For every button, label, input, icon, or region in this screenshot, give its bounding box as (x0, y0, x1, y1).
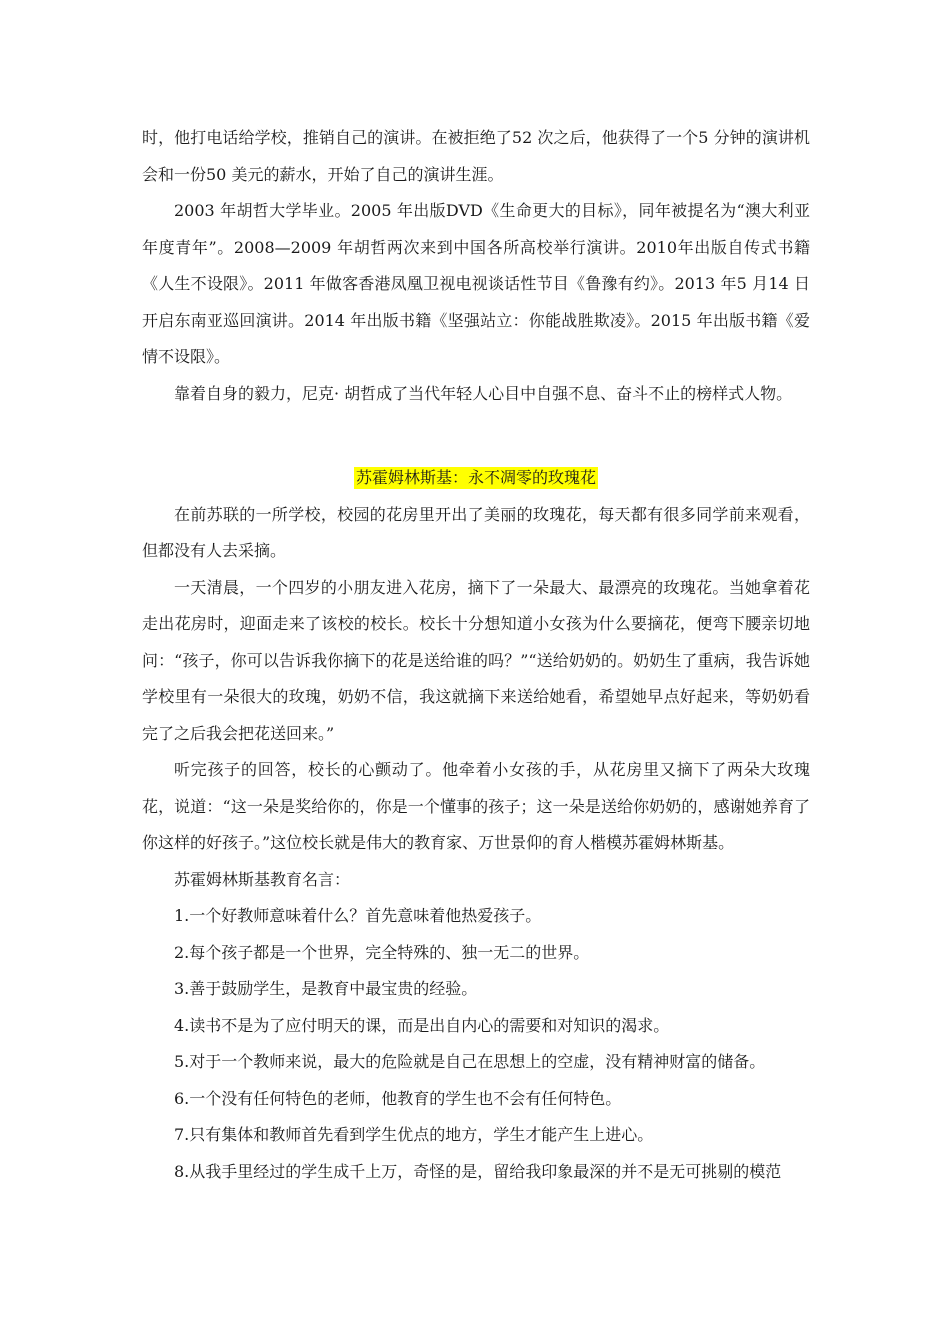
section-title: 苏霍姆林斯基：永不凋零的玫瑰花 (355, 468, 596, 487)
paragraph: 时，他打电话给学校，推销自己的演讲。在被拒绝了52 次之后，他获得了一个5 分钟的演讲机会和一份50 美元的薪水，开始了自己的演讲生涯。 (142, 128, 810, 184)
list-item: 6.一个没有任何特色的老师，他教育的学生也不会有任何特色。 (174, 1088, 622, 1108)
paragraph: 2003 年胡哲大学毕业。2005 年出版DVD《生命更大的目标》，同年被提名为“澳大利亚年度青年”。2008—2009 年胡哲两次来到中国各所高校举行演讲。2010年出版自传式书籍《人生不设限》。2011 年做客香港凤凰卫视电视谈话性节目《鲁豫有约》。2013 年5 月14 日开启东南亚巡回演讲。2014 年出版书籍《坚强站立：你能战胜欺凌》。2015 年出版书籍《爱情不设限》。 (142, 201, 810, 366)
section-title-container (142, 460, 810, 497)
list-item: 4.读书不是为了应付明天的课，而是出自内心的需要和对知识的渴求。 (174, 1015, 670, 1035)
paragraph: 在前苏联的一所学校，校园的花房里开出了美丽的玫瑰花，每天都有很多同学前来观看，但都没有人去采摘。 (142, 504, 810, 560)
list-item: 1.一个好教师意味着什么？首先意味着他热爱孩子。 (174, 906, 542, 925)
paragraph: 听完孩子的回答，校长的心颤动了。他牵着小女孩的手，从花房里又摘下了两朵大玫瑰花，说道：“这一朵是奖给你的，你是一个懂事的孩子；这一朵是送给你奶奶的，感谢她养育了你这样的好孩子。”这位校长就是伟大的教育家、万世景仰的育人楷模苏霍姆林斯基。 (142, 760, 810, 852)
paragraph: 靠着自身的毅力，尼克· 胡哲成了当代年轻人心目中自强不息、奋斗不止的榜样式人物。 (174, 383, 793, 403)
quotes-list (142, 898, 810, 1190)
list-item: 3.善于鼓励学生，是教育中最宝贵的经验。 (174, 979, 478, 998)
document-body (142, 120, 810, 1190)
list-item: 5.对于一个教师来说，最大的危险就是自己在思想上的空虚，没有精神财富的储备。 (174, 1052, 766, 1071)
list-item: 2.每个孩子都是一个世界，完全特殊的、独一无二的世界。 (174, 942, 590, 962)
quotes-heading: 苏霍姆林斯基教育名言： (174, 869, 351, 889)
list-item: 7.只有集体和教师首先看到学生优点的地方，学生才能产生上进心。 (174, 1125, 654, 1144)
paragraph: 一天清晨，一个四岁的小朋友进入花房，摘下了一朵最大、最漂亮的玫瑰花。当她拿着花走出花房时，迎面走来了该校的校长。校长十分想知道小女孩为什么要摘花，便弯下腰亲切地问：“孩子，你可以告诉我你摘下的花是送给谁的吗？”“送给奶奶的。奶奶生了重病，我告诉她学校里有一朵很大的玫瑰，奶奶不信，我这就摘下来送给她看，希望她早点好起来，等奶奶看完了之后我会把花送回来。” (142, 577, 810, 743)
list-item: 8.从我手里经过的学生成千上万，奇怪的是，留给我印象最深的并不是无可挑剔的模范 (174, 1161, 782, 1181)
